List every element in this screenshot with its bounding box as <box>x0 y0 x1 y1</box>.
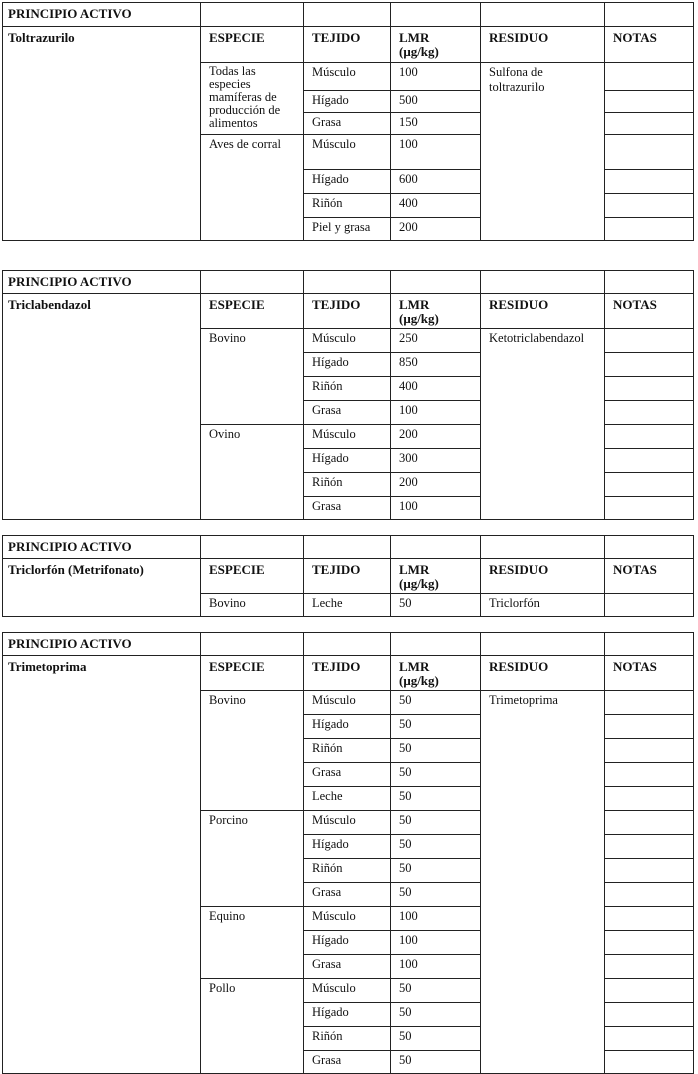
lmr-value-cell: 50 <box>399 837 412 851</box>
lmr-unit-header: (μg/kg) <box>399 673 439 688</box>
tissue-cell: Hígado <box>312 1005 349 1019</box>
row-divider <box>604 762 694 763</box>
row-divider <box>303 1002 480 1003</box>
especie-header: ESPECIE <box>209 30 265 45</box>
row-divider <box>604 882 694 883</box>
column-divider <box>303 2 304 241</box>
lmr-value-cell: 100 <box>399 403 418 417</box>
row-divider <box>604 217 694 218</box>
residue-value: Ketotriclabendazol <box>489 331 585 345</box>
column-divider <box>200 535 201 617</box>
row-divider <box>604 400 694 401</box>
row-divider <box>2 293 694 294</box>
row-divider <box>303 714 480 715</box>
row-divider <box>200 906 303 907</box>
lmr-value-cell: 50 <box>399 981 412 995</box>
lmr-value-cell: 200 <box>399 427 418 441</box>
tissue-cell: Hígado <box>312 172 349 186</box>
lmr-value-cell: 50 <box>399 789 412 803</box>
tissue-cell: Hígado <box>312 933 349 947</box>
row-divider <box>200 62 694 63</box>
tissue-cell: Riñón <box>312 379 343 393</box>
species-cell: Bovino <box>209 693 246 707</box>
lmr-value-cell: 200 <box>399 475 418 489</box>
substance-name: Trimetoprima <box>8 659 87 674</box>
tissue-cell: Músculo <box>312 137 356 151</box>
principio-activo-header: PRINCIPIO ACTIVO <box>8 6 132 21</box>
tissue-cell: Riñón <box>312 741 343 755</box>
tejido-header: TEJIDO <box>312 297 361 312</box>
row-divider <box>303 930 480 931</box>
row-divider <box>303 352 480 353</box>
column-divider <box>480 632 481 1074</box>
tejido-header: TEJIDO <box>312 659 361 674</box>
lmr-value-cell: 300 <box>399 451 418 465</box>
row-divider <box>200 593 694 594</box>
row-divider <box>604 496 694 497</box>
especie-header: ESPECIE <box>209 659 265 674</box>
species-cell: Ovino <box>209 427 241 441</box>
lmr-value-cell: 50 <box>399 1029 412 1043</box>
tissue-cell: Hígado <box>312 451 349 465</box>
notas-header: NOTAS <box>613 659 657 674</box>
row-divider <box>604 134 694 135</box>
row-divider <box>303 448 480 449</box>
lmr-value-cell: 50 <box>399 741 412 755</box>
column-divider <box>604 270 605 520</box>
tissue-cell: Músculo <box>312 981 356 995</box>
row-divider <box>303 472 480 473</box>
tejido-header: TEJIDO <box>312 562 361 577</box>
lmr-value-cell: 600 <box>399 172 418 186</box>
column-divider <box>390 535 391 617</box>
column-divider <box>390 270 391 520</box>
row-divider <box>604 810 694 811</box>
residue-value: Trimetoprima <box>489 693 558 707</box>
lmr-value-cell: 100 <box>399 909 418 923</box>
row-divider <box>604 954 694 955</box>
lmr-value-cell: 500 <box>399 93 418 107</box>
species-cell: Todas las especies mamíferas de producción de alimentos <box>209 64 281 130</box>
tissue-cell: Músculo <box>312 693 356 707</box>
residue-value: Triclorfón <box>489 596 540 610</box>
row-divider <box>604 112 694 113</box>
row-divider <box>303 834 480 835</box>
column-divider <box>200 270 201 520</box>
tissue-cell: Grasa <box>312 115 342 129</box>
species-cell: Porcino <box>209 813 248 827</box>
row-divider <box>303 762 480 763</box>
row-divider <box>303 906 480 907</box>
notas-header: NOTAS <box>613 562 657 577</box>
row-divider <box>604 834 694 835</box>
row-divider <box>303 400 480 401</box>
notas-header: NOTAS <box>613 30 657 45</box>
lmr-value-cell: 100 <box>399 933 418 947</box>
especie-header: ESPECIE <box>209 297 265 312</box>
row-divider <box>200 424 303 425</box>
principio-activo-header: PRINCIPIO ACTIVO <box>8 539 132 554</box>
row-divider <box>303 90 480 91</box>
row-divider <box>303 169 480 170</box>
column-divider <box>604 632 605 1074</box>
tissue-cell: Riñón <box>312 1029 343 1043</box>
lmr-value-cell: 50 <box>399 1053 412 1067</box>
residuo-header: RESIDUO <box>489 659 549 674</box>
row-divider <box>200 978 303 979</box>
principio-activo-header: PRINCIPIO ACTIVO <box>8 636 132 651</box>
row-divider <box>604 714 694 715</box>
row-divider <box>604 90 694 91</box>
lmr-value-cell: 50 <box>399 717 412 731</box>
tissue-cell: Grasa <box>312 1053 342 1067</box>
tissue-cell: Músculo <box>312 65 356 79</box>
residuo-header: RESIDUO <box>489 30 549 45</box>
row-divider <box>604 376 694 377</box>
column-divider <box>390 2 391 241</box>
row-divider <box>303 954 480 955</box>
row-divider <box>303 496 480 497</box>
row-divider <box>303 112 480 113</box>
row-divider <box>303 738 480 739</box>
lmr-value-cell: 100 <box>399 65 418 79</box>
lmr-value-cell: 200 <box>399 220 418 234</box>
lmr-value-cell: 250 <box>399 331 418 345</box>
tissue-cell: Grasa <box>312 885 342 899</box>
row-divider <box>604 738 694 739</box>
lmr-value-cell: 50 <box>399 693 412 707</box>
row-divider <box>303 193 480 194</box>
tissue-cell: Grasa <box>312 403 342 417</box>
lmr-value-cell: 50 <box>399 861 412 875</box>
row-divider <box>2 655 694 656</box>
row-divider <box>604 1002 694 1003</box>
substance-name: Toltrazurilo <box>8 30 75 45</box>
column-divider <box>480 270 481 520</box>
row-divider <box>303 1026 480 1027</box>
lmr-header: LMR <box>399 562 430 577</box>
lmr-value-cell: 400 <box>399 379 418 393</box>
residue-value: Sulfona de toltrazurilo <box>489 65 545 94</box>
lmr-value-cell: 150 <box>399 115 418 129</box>
tissue-cell: Hígado <box>312 837 349 851</box>
lmr-unit-header: (μg/kg) <box>399 311 439 326</box>
row-divider <box>604 352 694 353</box>
lmr-unit-header: (μg/kg) <box>399 44 439 59</box>
residuo-header: RESIDUO <box>489 562 549 577</box>
lmr-value-cell: 100 <box>399 137 418 151</box>
row-divider <box>303 424 480 425</box>
row-divider <box>604 1050 694 1051</box>
row-divider <box>604 786 694 787</box>
notas-header: NOTAS <box>613 297 657 312</box>
tissue-cell: Hígado <box>312 717 349 731</box>
tissue-cell: Músculo <box>312 331 356 345</box>
principio-activo-header: PRINCIPIO ACTIVO <box>8 274 132 289</box>
row-divider <box>604 193 694 194</box>
row-divider <box>604 978 694 979</box>
column-divider <box>604 2 605 241</box>
column-divider <box>200 632 201 1074</box>
row-divider <box>303 217 480 218</box>
row-divider <box>200 134 303 135</box>
row-divider <box>303 978 480 979</box>
lmr-value-cell: 100 <box>399 499 418 513</box>
lmr-value-cell: 50 <box>399 1005 412 1019</box>
lmr-header: LMR <box>399 659 430 674</box>
row-divider <box>200 810 303 811</box>
column-divider <box>604 535 605 617</box>
tissue-cell: Riñón <box>312 475 343 489</box>
column-divider <box>480 2 481 241</box>
row-divider <box>200 328 694 329</box>
row-divider <box>2 26 694 27</box>
tissue-cell: Leche <box>312 596 343 610</box>
especie-header: ESPECIE <box>209 562 265 577</box>
row-divider <box>303 376 480 377</box>
tissue-cell: Músculo <box>312 909 356 923</box>
row-divider <box>303 882 480 883</box>
row-divider <box>604 424 694 425</box>
row-divider <box>604 169 694 170</box>
tissue-cell: Grasa <box>312 957 342 971</box>
row-divider <box>303 858 480 859</box>
column-divider <box>200 2 201 241</box>
row-divider <box>604 858 694 859</box>
residuo-header: RESIDUO <box>489 297 549 312</box>
column-divider <box>303 535 304 617</box>
row-divider <box>604 930 694 931</box>
column-divider <box>303 270 304 520</box>
tissue-cell: Hígado <box>312 93 349 107</box>
tissue-cell: Riñón <box>312 196 343 210</box>
row-divider <box>303 786 480 787</box>
row-divider <box>303 134 480 135</box>
lmr-value-cell: 50 <box>399 885 412 899</box>
tissue-cell: Riñón <box>312 861 343 875</box>
row-divider <box>303 1050 480 1051</box>
species-cell: Aves de corral <box>209 137 281 151</box>
tissue-cell: Músculo <box>312 813 356 827</box>
row-divider <box>604 1026 694 1027</box>
substance-name: Triclabendazol <box>8 297 91 312</box>
lmr-value-cell: 400 <box>399 196 418 210</box>
tissue-cell: Leche <box>312 789 343 803</box>
row-divider <box>200 690 694 691</box>
tissue-cell: Piel y grasa <box>312 220 371 234</box>
column-divider <box>390 632 391 1074</box>
row-divider <box>2 558 694 559</box>
lmr-value-cell: 50 <box>399 765 412 779</box>
tissue-cell: Grasa <box>312 499 342 513</box>
lmr-unit-header: (μg/kg) <box>399 576 439 591</box>
lmr-value-cell: 100 <box>399 957 418 971</box>
row-divider <box>303 810 480 811</box>
species-cell: Bovino <box>209 331 246 345</box>
substance-name: Triclorfón (Metrifonato) <box>8 562 144 577</box>
lmr-header: LMR <box>399 297 430 312</box>
lmr-value-cell: 50 <box>399 813 412 827</box>
species-cell: Bovino <box>209 596 246 610</box>
tissue-cell: Músculo <box>312 427 356 441</box>
column-divider <box>480 535 481 617</box>
lmr-value-cell: 50 <box>399 596 412 610</box>
tissue-cell: Hígado <box>312 355 349 369</box>
tejido-header: TEJIDO <box>312 30 361 45</box>
species-cell: Equino <box>209 909 246 923</box>
row-divider <box>604 472 694 473</box>
lmr-header: LMR <box>399 30 430 45</box>
column-divider <box>303 632 304 1074</box>
row-divider <box>604 906 694 907</box>
row-divider <box>604 448 694 449</box>
tissue-cell: Grasa <box>312 765 342 779</box>
species-cell: Pollo <box>209 981 236 995</box>
lmr-value-cell: 850 <box>399 355 418 369</box>
